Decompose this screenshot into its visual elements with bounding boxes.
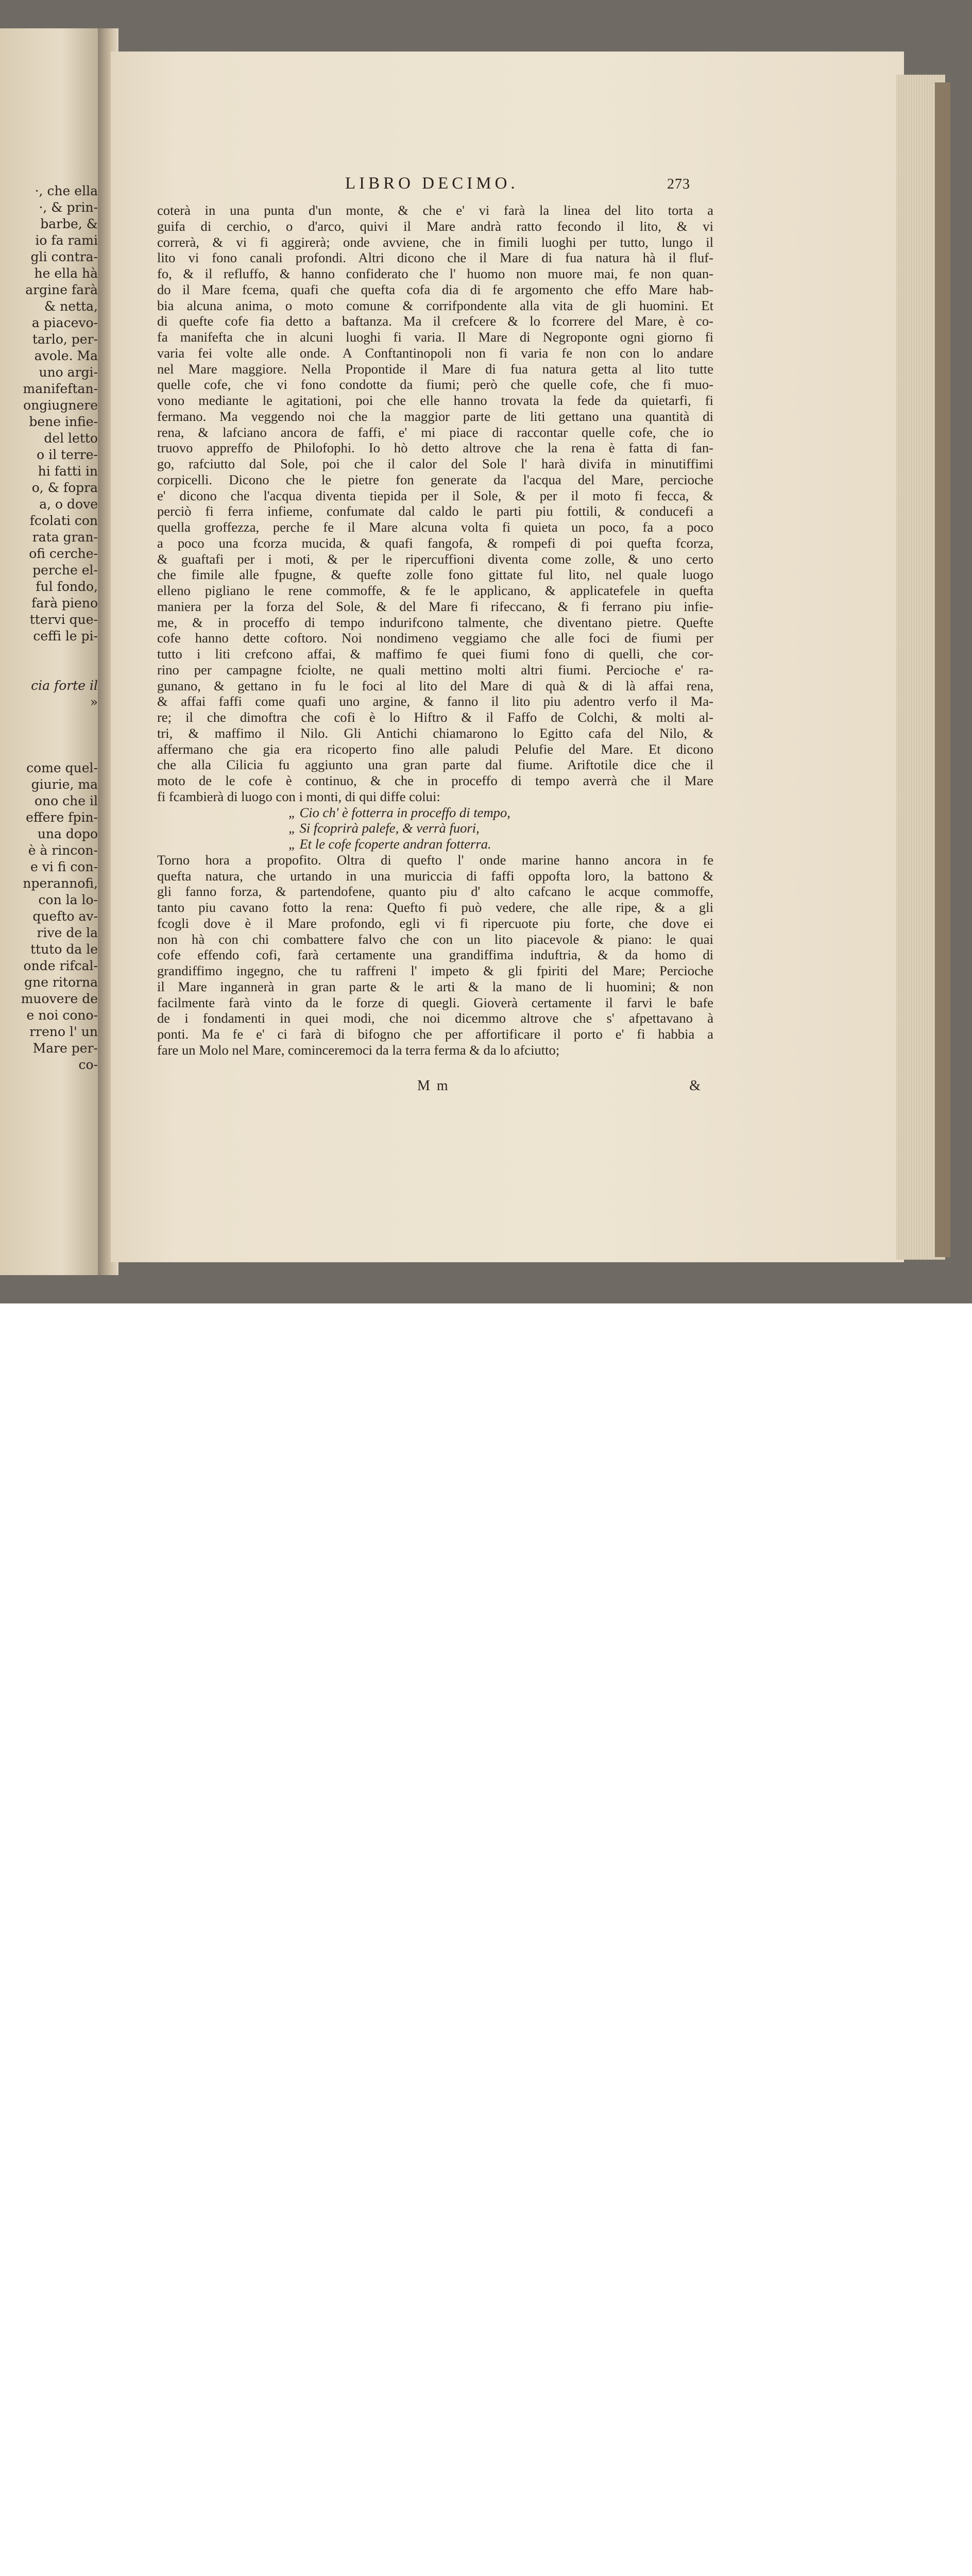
left-fragment-line [0, 645, 98, 661]
text-line: Torno hora a propofito. Oltra di quefto l' onde marine hanno ancora in fe [157, 852, 713, 868]
text-line: cofe hanno dette coftoro. Noi nondimeno veggiamo che alle foci de fiumi per [157, 630, 713, 646]
left-fragment-line: bene infie- [29, 414, 98, 429]
text-line: & affai faffi come quafi uno argine, & fanno il lito piu adentro verfo il Ma- [157, 693, 713, 709]
text-line: elleno pigliano le rene commoffe, & fe le applicano, & applicatefele in quefta [157, 583, 713, 598]
left-fragment-line: ttuto da le [30, 942, 98, 957]
text-line: rino per campagne fciolte, ne quali mettino molti altri fiumi. Percioche e' ra- [157, 662, 713, 677]
left-fragment-line: fcolati con [29, 513, 98, 528]
left-fragment-line: uno argi- [39, 365, 98, 380]
left-fragment-line: rreno l' un [29, 1024, 98, 1039]
text-line: fa manifefta che in alcuni luoghi fi varia. Il Mare di Negroponte ogni giorno fi [157, 329, 713, 345]
text-line: truovo appreffo de Philofophi. Io hò detto altrove che la rena è fatta di fan- [157, 440, 713, 456]
left-fragment-line: del letto [44, 431, 98, 446]
left-fragment-line: ttervi que- [29, 612, 98, 627]
left-fragment-line [0, 743, 98, 760]
left-fragment-line: manifeftan- [23, 381, 98, 396]
text-line: non hà con chi combattere falvo che con un lito piacevole & piano: le quai [157, 931, 713, 947]
left-fragment-line: ono che il [35, 793, 98, 808]
left-fragment-line: io fa rami [35, 233, 98, 248]
viewer-footer-bar [0, 1303, 972, 1374]
left-page-text-fragment [0, 183, 98, 1073]
left-fragment-line: argine farà [25, 282, 98, 297]
text-line: tutto i liti crefcono affai, & maffimo fe quei fiumi fono di quelli, che cor- [157, 646, 713, 662]
text-line: fo, & il refluffo, & hanno confiderato che l' huomo non muore mai, fe non quan- [157, 266, 713, 281]
text-line: facilmente farà vinto da le forze di quegli. Gioverà certamente il farvi le bafe [157, 994, 713, 1010]
left-fragment-line: ·, che ella [35, 183, 98, 198]
text-line: quefta natura, che urtando in una muriccia di faffi oppofta loro, la battono & [157, 868, 713, 884]
text-line: do il Mare fcema, quafi che quefta cofa dia di fe argomento che effo Mare hab- [157, 281, 713, 297]
text-line: coterà in una punta d'un monte, & che e' vi farà la linea del lito torta a [157, 202, 713, 218]
text-line: affermano che gia era ricoperto fino alle paludi Pelufie del Mare. Et dicono [157, 741, 713, 757]
left-fragment-line: rata gran- [32, 530, 98, 545]
left-fragment-line: ful fondo, [36, 579, 98, 594]
left-fragment-line: farà pieno [31, 596, 98, 611]
text-line: gli fanno forza, & partendofene, quanto piu d' alto cafcano le acque commoffe, [157, 884, 713, 900]
left-fragment-line: è à rincon- [28, 843, 98, 858]
left-fragment-line: come quel- [26, 760, 98, 775]
left-fragment-line: una dopo [37, 826, 98, 841]
left-fragment-line: he ella hà [34, 266, 98, 281]
verse-line: „ Et le cofe fcoperte andran fotterra. [288, 836, 491, 852]
left-fragment-line: avole. Ma [34, 348, 98, 363]
text-line: di quefte cofe fia detto a baftanza. Ma il crefcere & lo fcorrere del Mare, è co- [157, 313, 713, 329]
text-line: rena, & lafciano ancora de faffi, e' mi piace di raccontar quelle cofe, che io [157, 424, 713, 440]
left-fragment-line: e noi cono- [26, 1008, 98, 1023]
left-fragment-line: perche el- [32, 563, 98, 578]
text-line: quelle cofe, che vi fono condotte da fiumi; però che quelle cofe, che fi muo- [157, 377, 713, 393]
text-line: fi fcambierà di luogo con i monti, di qui diffe colui: [157, 788, 440, 804]
text-line: cofe effendo cofi, farà certamente una grandiffima induftria, & da homo di [157, 947, 713, 963]
left-fragment-line: barbe, & [40, 216, 98, 231]
text-line: e' dicono che l'acqua diventa tiepida per il Sole, & per il moto fi fecca, & [157, 487, 713, 503]
text-line: che fimile alle fpugne, & quefte zolle fono gittate ful lito, nel quale luogo [157, 567, 713, 583]
left-fragment-line: nperannofi, [23, 876, 98, 891]
left-fragment-line: gne ritorna [24, 975, 98, 990]
text-line: fermano. Ma veggendo noi che la maggior parte de liti gettano una quantità di [157, 408, 713, 424]
text-line: nel Mare maggiore. Nella Propontide il Mare di fua natura getta al lito tutte [157, 361, 713, 377]
text-line: maniera per la forza del Sole, & del Mare fi rifeccano, & fi ferrano piu infie- [157, 598, 713, 614]
left-fragment-line: rive de la [37, 925, 98, 940]
text-line: & guaftafi per i moti, & per le ripercuffioni diventa come zolle, & uno certo [157, 551, 713, 567]
text-line: grandiffimo ingegno, che tu raffreni l' impeto & gli fpiriti del Mare; Percioche [157, 963, 713, 978]
left-fragment-line: ·, & prin- [39, 200, 98, 215]
signature-mark: M m [417, 1078, 450, 1094]
text-line: guifa di cerchio, o d'arco, quivi il Mare andrà ratto fecondo il lito, & vi [157, 218, 713, 234]
text-line: corpicelli. Dicono che le pietre fon generate da l'acqua del Mare, percioche [157, 471, 713, 487]
left-fragment-line: quefto av- [32, 909, 98, 924]
chapter-title: LIBRO DECIMO. [345, 174, 519, 193]
text-line: go, rafciutto dal Sole, poi che il calor del Sole l' harà divifa in minutiffimi [157, 456, 713, 471]
left-fragment-line: & netta, [44, 299, 98, 314]
text-line: re; il che dimoftra che cofi è lo Hiftro & il Faffo de Colchi, & molti al- [157, 709, 713, 725]
left-fragment-line: a, o dove [39, 497, 98, 512]
page-footer [157, 1078, 713, 1095]
left-fragment-line: muovere de [21, 991, 98, 1006]
text-line: perciò fi ferra infieme, confumate dal caldo le parti piu fottili, & conducefi a [157, 503, 713, 519]
text-line: fare un Molo nel Mare, cominceremoci da la terra ferma & da lo afciutto; [157, 1042, 560, 1058]
verse-line: „ Cio ch' è fotterra in proceffo di tempo, [288, 804, 510, 820]
left-fragment-line: a piacevo- [31, 315, 98, 330]
left-fragment-line: cia forte il [31, 678, 98, 693]
book-cover-edge [935, 82, 950, 1257]
left-fragment-line: ceffi le pi- [33, 629, 98, 643]
left-fragment-line: ongiugnere [23, 398, 98, 413]
left-fragment-line [0, 710, 98, 727]
left-fragment-line: hi fatti in [38, 464, 98, 479]
left-fragment-line [0, 661, 98, 677]
left-fragment-line: onde rifcal- [23, 958, 98, 973]
text-line: varia fei volte alle onde. A Conftantinopoli non fi varia fe non con lo andare [157, 345, 713, 361]
left-fragment-line: » [90, 694, 98, 709]
text-line: quella groffezza, perche fe il Mare alcuna volta fi quieta un poco, fa a poco [157, 519, 713, 535]
text-line: de i fondamenti in quei modi, che noi dicemmo altrove che s' afpettavano à [157, 1010, 713, 1026]
left-fragment-line: effere fpin- [26, 810, 98, 825]
left-fragment-line: o il terre- [37, 447, 98, 462]
text-line: il Mare ingannerà in gran parte & le arti & la mano de li huomini; & non [157, 978, 713, 994]
left-fragment-line: co- [78, 1057, 98, 1072]
text-line: a poco una fcorza mucida, & quafi fangofa, & rompefi di poi quefta fcorza, [157, 535, 713, 551]
text-line: fcogli dove è il Mare profondo, egli vi fi ripercuote piu forte, che dove ei [157, 915, 713, 931]
left-fragment-line: o, & fopra [31, 480, 98, 495]
text-line: correrà, & vi fi aggirerà; onde avviene, che in fimili luoghi per tutto, lungo il [157, 234, 713, 250]
left-fragment-line: e vi fi con- [30, 859, 98, 874]
verse-line: „ Si fcoprirà palefe, & verrà fuori, [288, 820, 480, 836]
main-text-block [157, 202, 713, 1058]
text-line: tanto piu cavano fotto la rena: Quefto fi può vedere, che alle ripe, & a gli [157, 900, 713, 915]
text-line: bia alcuna anima, o moto comune & corrifpondente alla vita de gli huomini. Et [157, 297, 713, 313]
left-fragment-line: tarlo, per- [32, 332, 98, 347]
text-line: ponti. Ma fe e' ci farà di bifogno che per affortificare il porto e' fi habbia a [157, 1026, 713, 1042]
text-line: vono mediante le agitationi, poi che elle hanno trovata la fede da quietarfi, fi [157, 393, 713, 408]
catchword: & [689, 1078, 701, 1094]
left-fragment-line: giurie, ma [31, 777, 98, 792]
left-fragment-line: con la lo- [38, 892, 98, 907]
left-fragment-line: ofi cerche- [29, 546, 98, 561]
text-line: me, & in proceffo di tempo indurifcono talmente, che diventano pietre. Quefte [157, 614, 713, 630]
text-line: tri, & maffimo il Nilo. Gli Antichi chiamarono lo Egitto cafa del Nilo, & [157, 725, 713, 741]
left-fragment-line: gli contra- [30, 249, 98, 264]
page-number: 273 [667, 176, 690, 192]
text-line: moto de le cofe è continuo, & che in proceffo di tempo averrà che il Mare [157, 773, 713, 788]
left-fragment-line [0, 727, 98, 743]
left-fragment-line: Mare per- [32, 1041, 98, 1056]
text-line: lito vi fono canali profondi. Altri dicono che il Mare di fua natura hà il fluf- [157, 250, 713, 266]
text-line: che alla Cilicia fu aggiunto una gran parte dal fiume. Ariftotile dice che il [157, 757, 713, 773]
text-line: gunano, & gettano in fu le foci al lito del Mare di quà & di là affai rena, [157, 677, 713, 693]
